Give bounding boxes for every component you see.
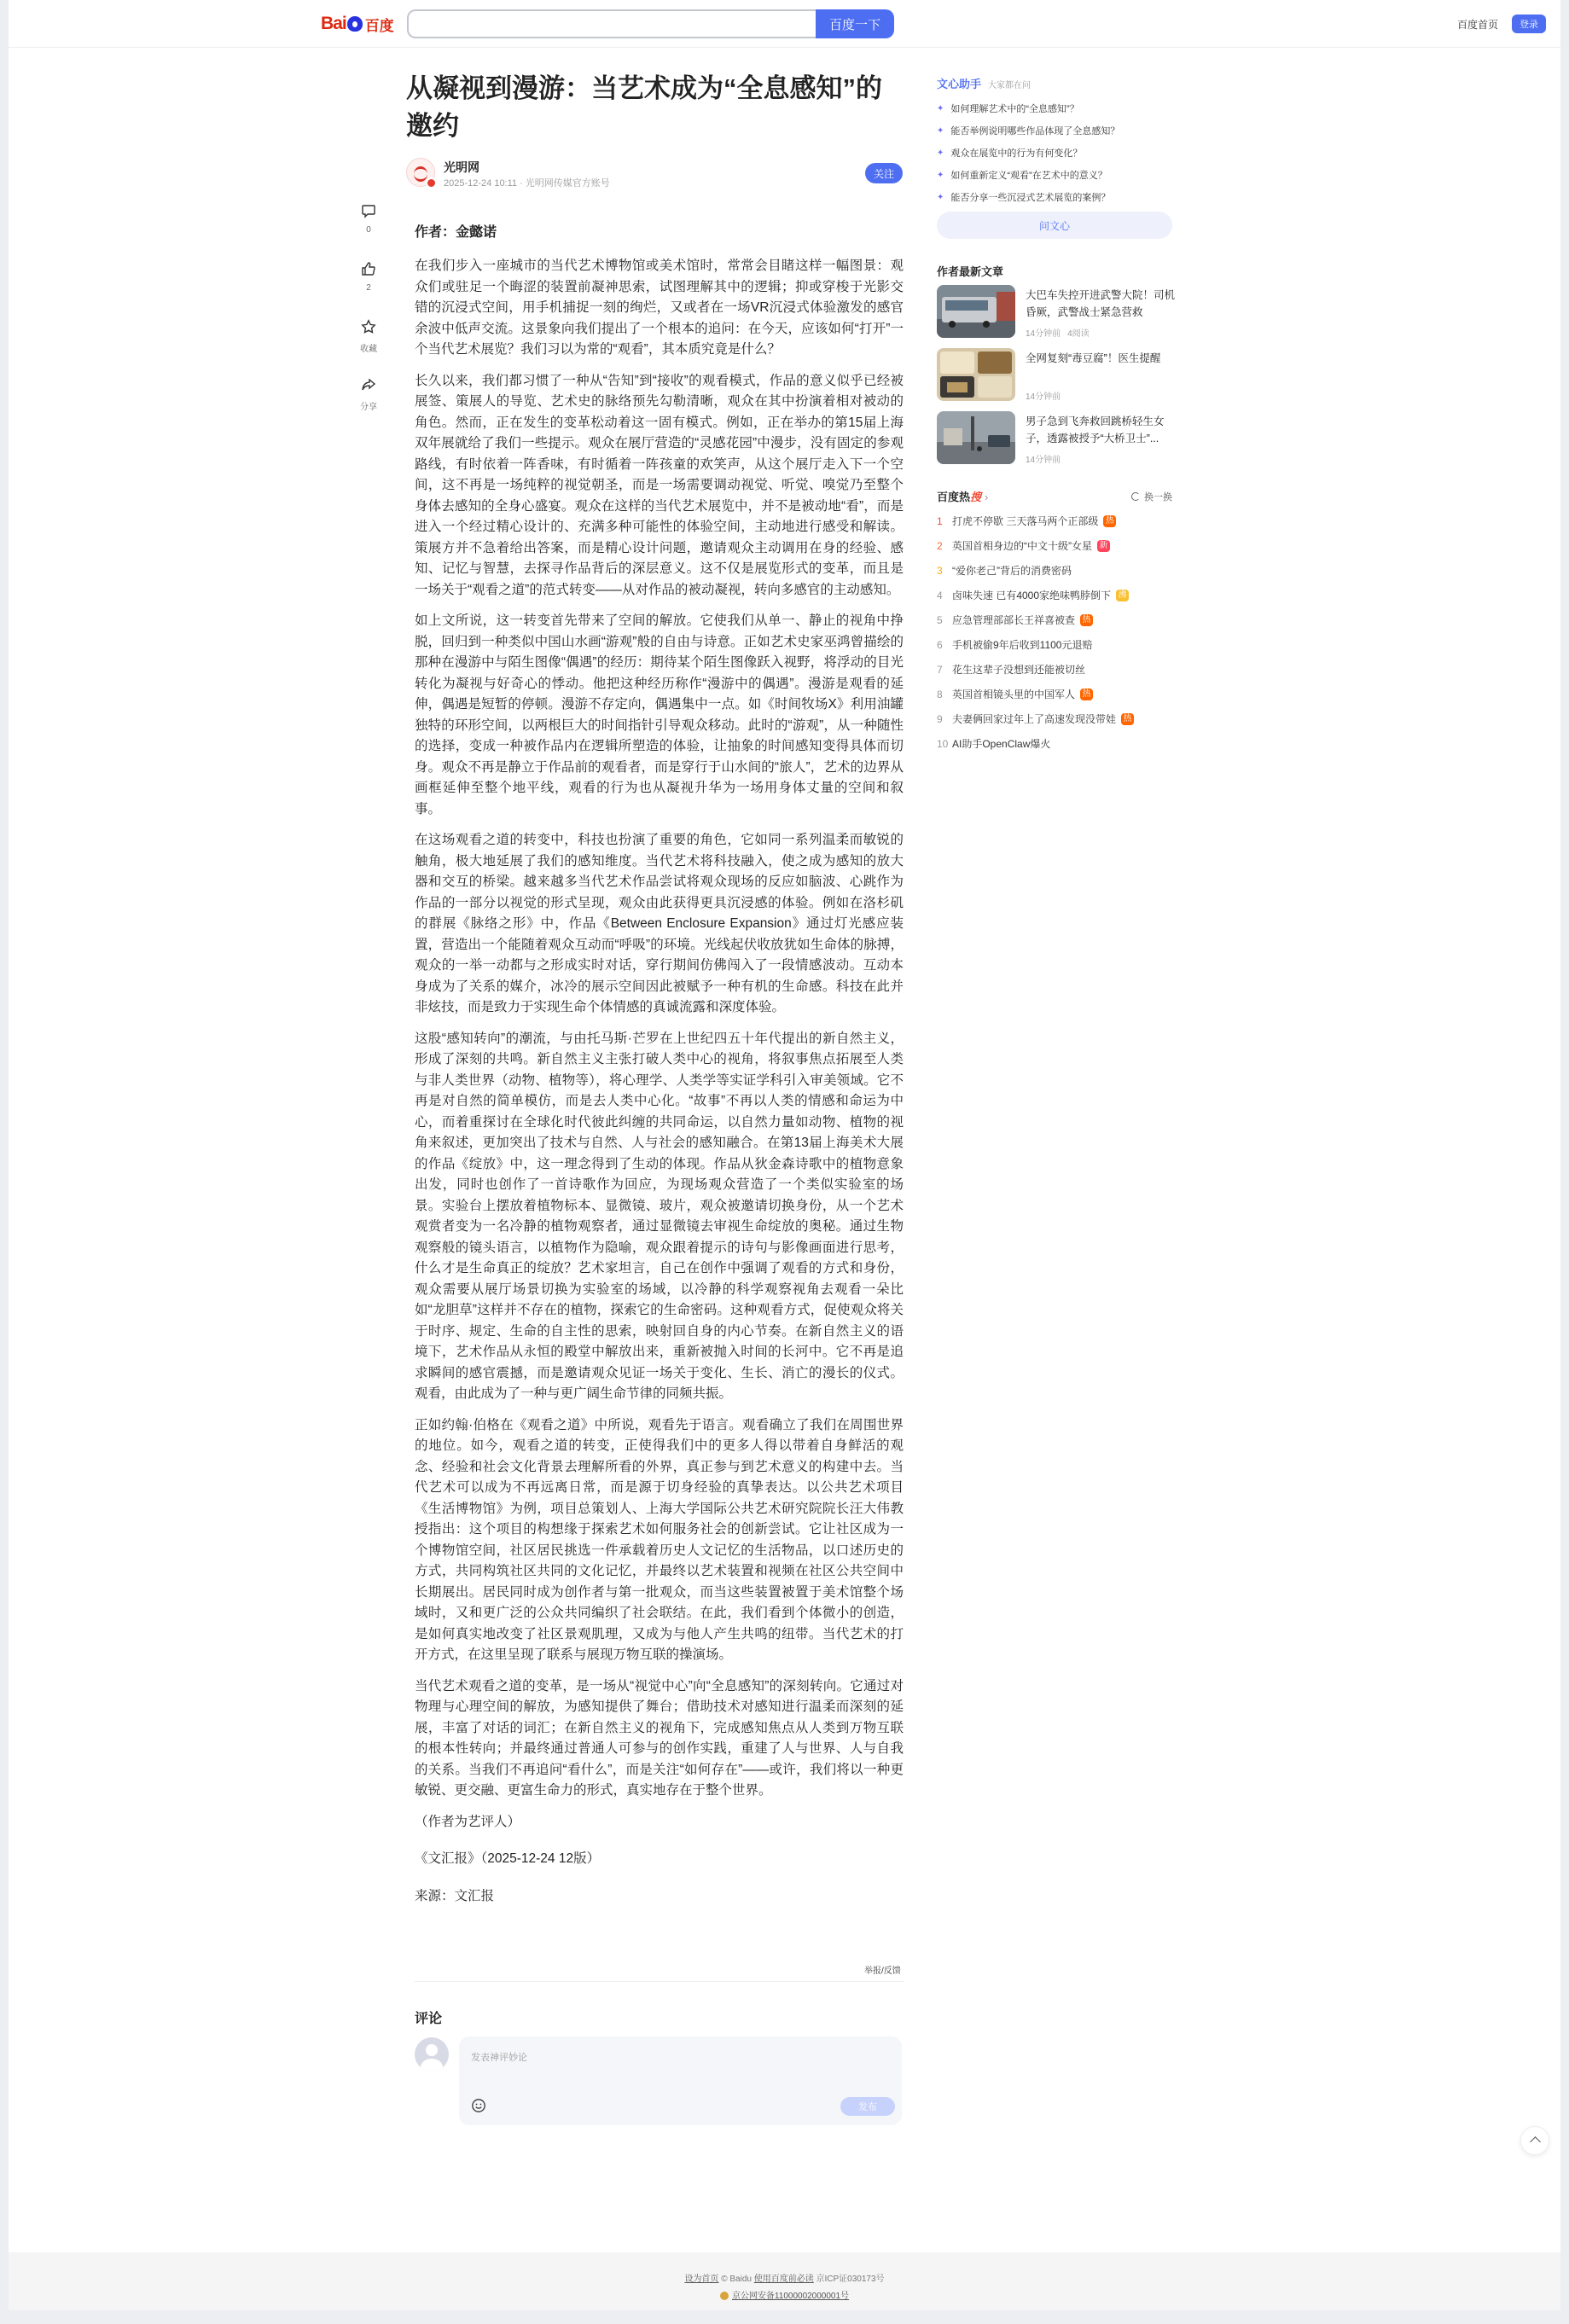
top-header bbox=[9, 0, 1560, 48]
latest-article[interactable] bbox=[937, 411, 1176, 466]
search-input[interactable] bbox=[407, 9, 816, 38]
article-thumbnail bbox=[937, 285, 1015, 338]
paragraph: 在我们步入一座城市的当代艺术博物馆或美术馆时，常常会目睹这样一幅图景：观众们或驻足一个晦涩的装置前凝神思索，试图理解其中的逻辑；抑或穿梭于光影交错的沉浸式空间，用手机捕捉一刻的绚烂，又或者在一场VR沉浸式体验激发的感官余波中低声交流。这景象向我们提出了一个根本的追问：在今天，应该如何“打开”一个当代艺术展览？我们习以为常的“观看”，其本质究竟是什么？ bbox=[415, 259, 904, 357]
hot-tag: 热 bbox=[1080, 614, 1093, 626]
police-badge-icon bbox=[720, 2292, 729, 2300]
hot-rank: 7 bbox=[937, 663, 943, 676]
comment-input[interactable] bbox=[459, 2036, 902, 2125]
report-link[interactable]: 举报/反馈 bbox=[864, 1967, 901, 1976]
author-note: （作者为艺评人） bbox=[415, 1814, 521, 1829]
ai-assistant-subtitle: 大家都在问 bbox=[988, 81, 1031, 90]
hot-rank: 6 bbox=[937, 638, 943, 651]
boiling-tag: 沸 bbox=[1116, 590, 1129, 601]
latest-article[interactable] bbox=[937, 285, 1176, 340]
ai-question-text: 观众在展览中的行为有何变化？ bbox=[950, 148, 1083, 159]
hot-rank: 4 bbox=[937, 589, 943, 601]
hot-tag: 热 bbox=[1121, 713, 1134, 725]
publication-note: 《文汇报》（2025-12-24 12版） bbox=[415, 1851, 601, 1866]
police-record-link[interactable]: 京公网安备11000002000001号 bbox=[731, 2292, 850, 2301]
share-action[interactable] bbox=[350, 377, 387, 412]
page-frame bbox=[9, 0, 1560, 2310]
share-label: 分享 bbox=[360, 403, 377, 412]
baidu-logo[interactable] bbox=[321, 14, 394, 34]
hot-text: 夫妻俩回家过年上了高速发现没带娃 bbox=[952, 713, 1117, 725]
comment-placeholder: 发表神评妙论 bbox=[471, 2053, 527, 2063]
article-title: 从凝视到漫游：当艺术成为“全息感知”的邀约 bbox=[406, 73, 882, 141]
hot-rank: 2 bbox=[937, 539, 943, 552]
hot-search-item[interactable] bbox=[937, 657, 1134, 682]
hot-search-item[interactable] bbox=[937, 706, 1134, 731]
hot-text: 应急管理部部长王祥喜被查 bbox=[952, 614, 1076, 626]
comment-count: 0 bbox=[366, 225, 371, 235]
paragraph: 在这场观看之道的转变中，科技也扮演了重要的角色，它如同一系列温柔而敏锐的触角，极大地延展了我们的感知维度。当代艺术将科技融入，使之成为感知的放大器和交互的桥梁。越来越多当代艺术作品尝试将观众现场的反应如脑波、心跳作为作品的一部分以视觉的形式呈现，观众由此获得更具沉浸感的体验。例如在洛杉矶的群展《脉络之形》中，作品《Between Enclosure Expansion》通过灯光感应装置，营造出一个能随着观众互动而“呼吸”的环境。光线起伏收放犹如生命体的脉搏，观众的一举一动都与之形成实时对话，穿行期间仿佛闯入了一段情感波动。互动本身成为了关系的媒介，冰冷的展示空间因此被赋予一种有机的生命感。科技在此并非炫技，而是致力于实现生命个体情感的真诚流露和深度体验。 bbox=[415, 833, 904, 1014]
ai-question[interactable] bbox=[937, 186, 1119, 208]
paragraph: 长久以来，我们都习惯了一种从“告知”到“接收”的观看模式，作品的意义似乎已经被展签、策展人的导览、艺术史的脉络预先勾勒清晰，观众在其中扮演着相对被动的角色。然而，正在发生的变革松动着这一固有模式。例如，正在举办的第15届上海双年展就给了我们一些提示。观众在展厅营造的“灵感花园”中漫步，没有固定的参观路线，有时依着一阵香味，有时循着一阵孩童的欢笑声，从这个展厅走入下一个空间，这不再是一场纯粹的视觉朝圣，而是一场需要调动视觉、听觉、嗅觉乃至整个身体去感知的全身心盛宴。观众在这样的当代艺术展览中，并不是被动地“看”，而是进入一个经过精心设计的、充满多种可能性的体验空间，主动地进行感受和解读。策展方并不急着给出答案，而是精心设计问题，邀请观众主动调用在身的经验、感知、记忆与智慧，去探寻作品背后的深层意义。这不仅是展览形式的变革，而且是一场关于“观看之道”的范式转变——从对作品的被动凝视，转向多感官的主动感知。 bbox=[415, 373, 904, 597]
footer-line-1 bbox=[9, 2271, 1560, 2284]
latest-article-title: 全网复刻“毒豆腐”！医生提醒 bbox=[1026, 352, 1161, 364]
thumbs-up-icon bbox=[361, 261, 376, 276]
comment-send-button[interactable]: 发布 bbox=[840, 2097, 895, 2116]
latest-article-meta bbox=[1026, 452, 1061, 465]
ai-question-text: 如何重新定义“观看”在艺术中的意义？ bbox=[950, 171, 1107, 181]
sparkle-icon: ✦ bbox=[937, 103, 944, 113]
latest-articles-title: 作者最新文章 bbox=[937, 265, 1004, 278]
set-homepage-link[interactable]: 设为首页 bbox=[684, 2275, 719, 2284]
hot-search-item[interactable] bbox=[937, 558, 1134, 583]
hot-search-item[interactable] bbox=[937, 682, 1134, 706]
logo-text-cn: 百度 bbox=[364, 17, 394, 34]
hot-search-title-accent: 搜 bbox=[970, 491, 982, 503]
footer-line-2 bbox=[9, 2288, 1560, 2301]
baidu-home-link[interactable]: 百度首页 bbox=[1457, 19, 1499, 31]
article-thumbnail bbox=[937, 411, 1015, 464]
latest-article-title: 大巴车失控开进武警大院！司机昏厥，武警战士紧急营救 bbox=[1026, 289, 1176, 318]
hot-search-item[interactable] bbox=[937, 508, 1134, 533]
article-author: 作者：金懿诺 bbox=[415, 225, 497, 240]
user-avatar bbox=[415, 2037, 449, 2071]
comments-title: 评论 bbox=[415, 2012, 443, 2026]
refresh-label: 换一换 bbox=[1144, 492, 1172, 503]
icp-text: 京ICP证030173号 bbox=[816, 2275, 885, 2284]
paragraph: 如上文所说，这一转变首先带来了空间的解放。它使我们从单一、静止的视角中挣脱，回归到一种类似中国山水画“游观”般的自由与诗意。正如艺术史家巫鸿曾描绘的那种在漫游中与陌生图像“偶遇”的经历：期待某个陌生图像跃入视野，将浮动的目光转化为凝视与好奇心的悸动。他把这种经历称作“漫游中的偶遇”。漫游是观看的延伸，偶遇是短暂的停顿。漫游不存定向，偶遇集中一点。如《时间牧场X》利用油罐独特的环形空间，以两根巨大的时间指针引导观众移动。此时的“游观”，从一种随性的选择，变成一种被作品内在逻辑所塑造的体验，让抽象的时间感知变得具体而切身。观众不再是静立于作品前的观看者，而是穿行于山水间的“旅人”，艺术的边界从画框延伸至整个地平线，观看的行为也从凝视升华为一场用身体丈量的空间和叙事。 bbox=[415, 613, 904, 816]
hot-tag: 热 bbox=[1080, 688, 1093, 700]
latest-article[interactable] bbox=[937, 348, 1176, 403]
sparkle-icon: ✦ bbox=[937, 170, 944, 180]
ask-wenxin-button[interactable]: 问文心 bbox=[937, 212, 1172, 239]
follow-button[interactable]: 关注 bbox=[865, 163, 903, 183]
hot-search-item[interactable] bbox=[937, 583, 1134, 607]
new-tag: 新 bbox=[1097, 540, 1110, 552]
hot-text: 花生这辈子没想到还能被切丝 bbox=[952, 664, 1086, 676]
latest-article-meta bbox=[1026, 389, 1061, 402]
hot-text: 卤味失速 已有4000家绝味鸭脖倒下 bbox=[952, 590, 1112, 601]
login-button[interactable]: 登录 bbox=[1512, 15, 1546, 33]
hot-search-item[interactable] bbox=[937, 731, 1134, 756]
latest-article-title: 男子急到飞奔救回跳桥轻生女子，透露被授予“大桥卫士”... bbox=[1026, 415, 1165, 444]
comment-action[interactable] bbox=[350, 203, 387, 235]
hot-text: 英国首相镜头里的中国军人 bbox=[952, 688, 1076, 700]
back-to-top-button[interactable] bbox=[1520, 2126, 1549, 2155]
paragraph: 正如约翰·伯格在《观看之道》中所说，观看先于语言。观看确立了我们在周围世界的地位。如今，观看之道的转变，正使得我们中的更多人得以带着自身鲜活的观念、经验和社会文化背景去理解所看的外界，真正参与到艺术意义的构建中去。当代艺术可以成为不再远离日常，而是源于切身经验的真挚表达。以公共艺术项目《生活博物馆》为例，项目总策划人、上海大学国际公共艺术研究院院长汪大伟教授指出：这个项目的构想缘于探索艺术如何服务社会的创新尝试。它让社区成为一个博物馆空间，社区居民挑选一件承载着历史人文记忆的生活物品，以口述历史的方式，共同构筑社区共同的文化记忆，并最终以艺术装置和视频在社区公共空间中长期展出。居民同时成为创作者与第一批观众，而当这些装置被置于美术馆整个场域时，又和更广泛的公众共同编织了社会联结。在此，我们看到个体微小的创造，是如何真实地改变了社区景观肌理，又成为与他人产生共鸣的纽带。当代艺术的打开方式，在这里呈现了联系与展现万物互联的操演场。 bbox=[415, 1417, 904, 1662]
hot-text: 打虎不停歇 三天落马两个正部级 bbox=[952, 515, 1099, 527]
latest-article-meta bbox=[1026, 326, 1090, 339]
latest-article-time: 14分钟前 bbox=[1026, 392, 1061, 402]
latest-article-time: 14分钟前 bbox=[1026, 456, 1061, 465]
hot-text: 英国首相身边的“中文十级”女星 bbox=[952, 540, 1092, 552]
like-action[interactable] bbox=[350, 261, 387, 293]
ai-question[interactable] bbox=[937, 164, 1119, 186]
ai-assistant-title: 文心助手 bbox=[937, 78, 982, 90]
source-name[interactable]: 光明网 bbox=[444, 160, 479, 174]
refresh-icon bbox=[1131, 492, 1140, 501]
collect-action[interactable] bbox=[350, 319, 387, 354]
sparkle-icon: ✦ bbox=[937, 125, 944, 136]
hot-text: “爱你老己”背后的消费密码 bbox=[952, 565, 1072, 577]
ai-question-text: 能否举例说明哪些作品体现了全息感知？ bbox=[950, 126, 1120, 137]
hot-rank: 10 bbox=[937, 737, 949, 750]
paw-icon bbox=[347, 16, 363, 32]
paragraph: 这股“感知转向”的潮流，与由托马斯·芒罗在上世纪四五十年代提出的新自然主义，形成了深刻的共鸣。新自然主义主张打破人类中心的视角，将叙事焦点拓展至人类与非人类世界（动物、植物等），将心理学、人类学等实证学科引入审美领域。它不再是对自然的简单模仿，而是去人类中心化。“故事”不再以人类的情感和命运为中心，而着重探讨在全球化时代彼此纠缠的共同命运，以自然力量如动物、植物的视角来叙述，更加突出了技术与自然、人与社会的感知融合。在第13届上海美术大展的作品《绽放》中，这一理念得到了生动的体现。作品从狄金森诗歌中的植物意象出发，同时也创作了一首诗歌作为回应，为现场观众营造了一个类似实验室的场景。实验台上摆放着植物标本、显微镜、玻片，观众被邀请切换身份，从一个艺术观赏者变为一名冷静的植物观察者，通过显微镜去审视生命绽放的奥秘。通过生物观察般的镜头语言，以植物作为隐喻，观众跟着提示的诗句与影像画面进行思考，什么才是生命真正的绽放？艺术家坦言，自己在创作中强调了观看的方式和身份，观众需要从展厅场景切换为实验室的场域，以冷静的科学观察视角去观看一朵比如“龙胆草”这样并不存在的植物，探索它的生命密码。这种观看方式，促使观众将关于时序、规定、生命的自主性的思索，映射回自身的内心节奏。在新自然主义的语境下，艺术作品从永恒的殿堂中解放出来，重新被抛入时间的长河中。它不再是追求瞬间的感官震撼，而是邀请观众见证一场关于变化、生长、消亡的漫长的仪式。观看，由此成为了一种与更广阔生命节律的同频共振。 bbox=[415, 1031, 904, 1401]
latest-article-reads: 4阅读 bbox=[1067, 329, 1090, 339]
hot-search-title-text: 百度热 bbox=[937, 491, 971, 503]
ai-question[interactable] bbox=[937, 119, 1119, 142]
copyright-text: © Baidu bbox=[721, 2275, 752, 2284]
verified-icon bbox=[426, 177, 437, 189]
source-meta: 2025-12-24 10:11 · 光明网传媒官方账号 bbox=[444, 178, 610, 189]
hot-rank: 8 bbox=[937, 688, 943, 700]
hot-text: AI助手OpenClaw爆火 bbox=[952, 738, 1051, 750]
chevron-right-icon: › bbox=[985, 491, 989, 503]
article-thumbnail bbox=[937, 348, 1015, 401]
ai-question-text: 如何理解艺术中的“全息感知”？ bbox=[950, 104, 1079, 114]
ai-question-list bbox=[937, 97, 1119, 208]
comment-icon bbox=[361, 203, 376, 218]
hot-search-item[interactable] bbox=[937, 632, 1134, 657]
source-note: 来源：文汇报 bbox=[415, 1888, 495, 1903]
logo-text: Bai bbox=[321, 14, 346, 33]
hot-text: 手机被偷9年后收到1100元退赔 bbox=[952, 639, 1093, 651]
search-button[interactable]: 百度一下 bbox=[816, 9, 894, 38]
share-icon bbox=[361, 377, 376, 392]
refresh-button[interactable] bbox=[1131, 490, 1172, 503]
sparkle-icon: ✦ bbox=[937, 148, 944, 158]
terms-link[interactable]: 使用百度前必读 bbox=[753, 2275, 814, 2284]
hot-search-title[interactable] bbox=[937, 488, 988, 504]
hot-rank: 9 bbox=[937, 712, 943, 725]
hot-search-item[interactable] bbox=[937, 533, 1134, 558]
ai-question-text: 能否分享一些沉浸式艺术展览的案例？ bbox=[950, 193, 1111, 203]
hot-tag: 热 bbox=[1103, 515, 1116, 527]
hot-search-item[interactable] bbox=[937, 607, 1134, 632]
page-footer bbox=[9, 2252, 1560, 2310]
like-count: 2 bbox=[366, 283, 371, 293]
star-icon bbox=[361, 319, 376, 334]
article-body bbox=[415, 256, 904, 1923]
hot-rank: 5 bbox=[937, 613, 943, 626]
ai-question[interactable] bbox=[937, 97, 1119, 119]
hot-rank: 1 bbox=[937, 514, 943, 527]
hot-search-list bbox=[937, 508, 1134, 756]
latest-article-time: 14分钟前 bbox=[1026, 329, 1061, 339]
ai-question[interactable] bbox=[937, 142, 1119, 164]
emoji-icon[interactable] bbox=[471, 2098, 486, 2113]
divider bbox=[415, 1981, 904, 1982]
collect-label: 收藏 bbox=[360, 345, 377, 354]
sparkle-icon: ✦ bbox=[937, 192, 944, 202]
source-avatar[interactable] bbox=[406, 158, 435, 187]
hot-rank: 3 bbox=[937, 564, 943, 577]
paragraph: 当代艺术观看之道的变革，是一场从“视觉中心”向“全息感知”的深刻转向。它通过对物理与心理空间的解放，为感知提供了舞台；借助技术对感知进行温柔而深刻的延展，丰富了对话的词汇；在新自然主义的视角下，完成感知焦点从人类到万物互联的根本性转向；并最终通过普通人可参与的创作实践，重建了人与世界、人与自我的关系。当我们不再追问“看什么”，而是关注“如何存在”——或许，我们将以一种更敏锐、更交融、更富生命力的形式，真实地存在于整个世界。 bbox=[415, 1678, 904, 1798]
